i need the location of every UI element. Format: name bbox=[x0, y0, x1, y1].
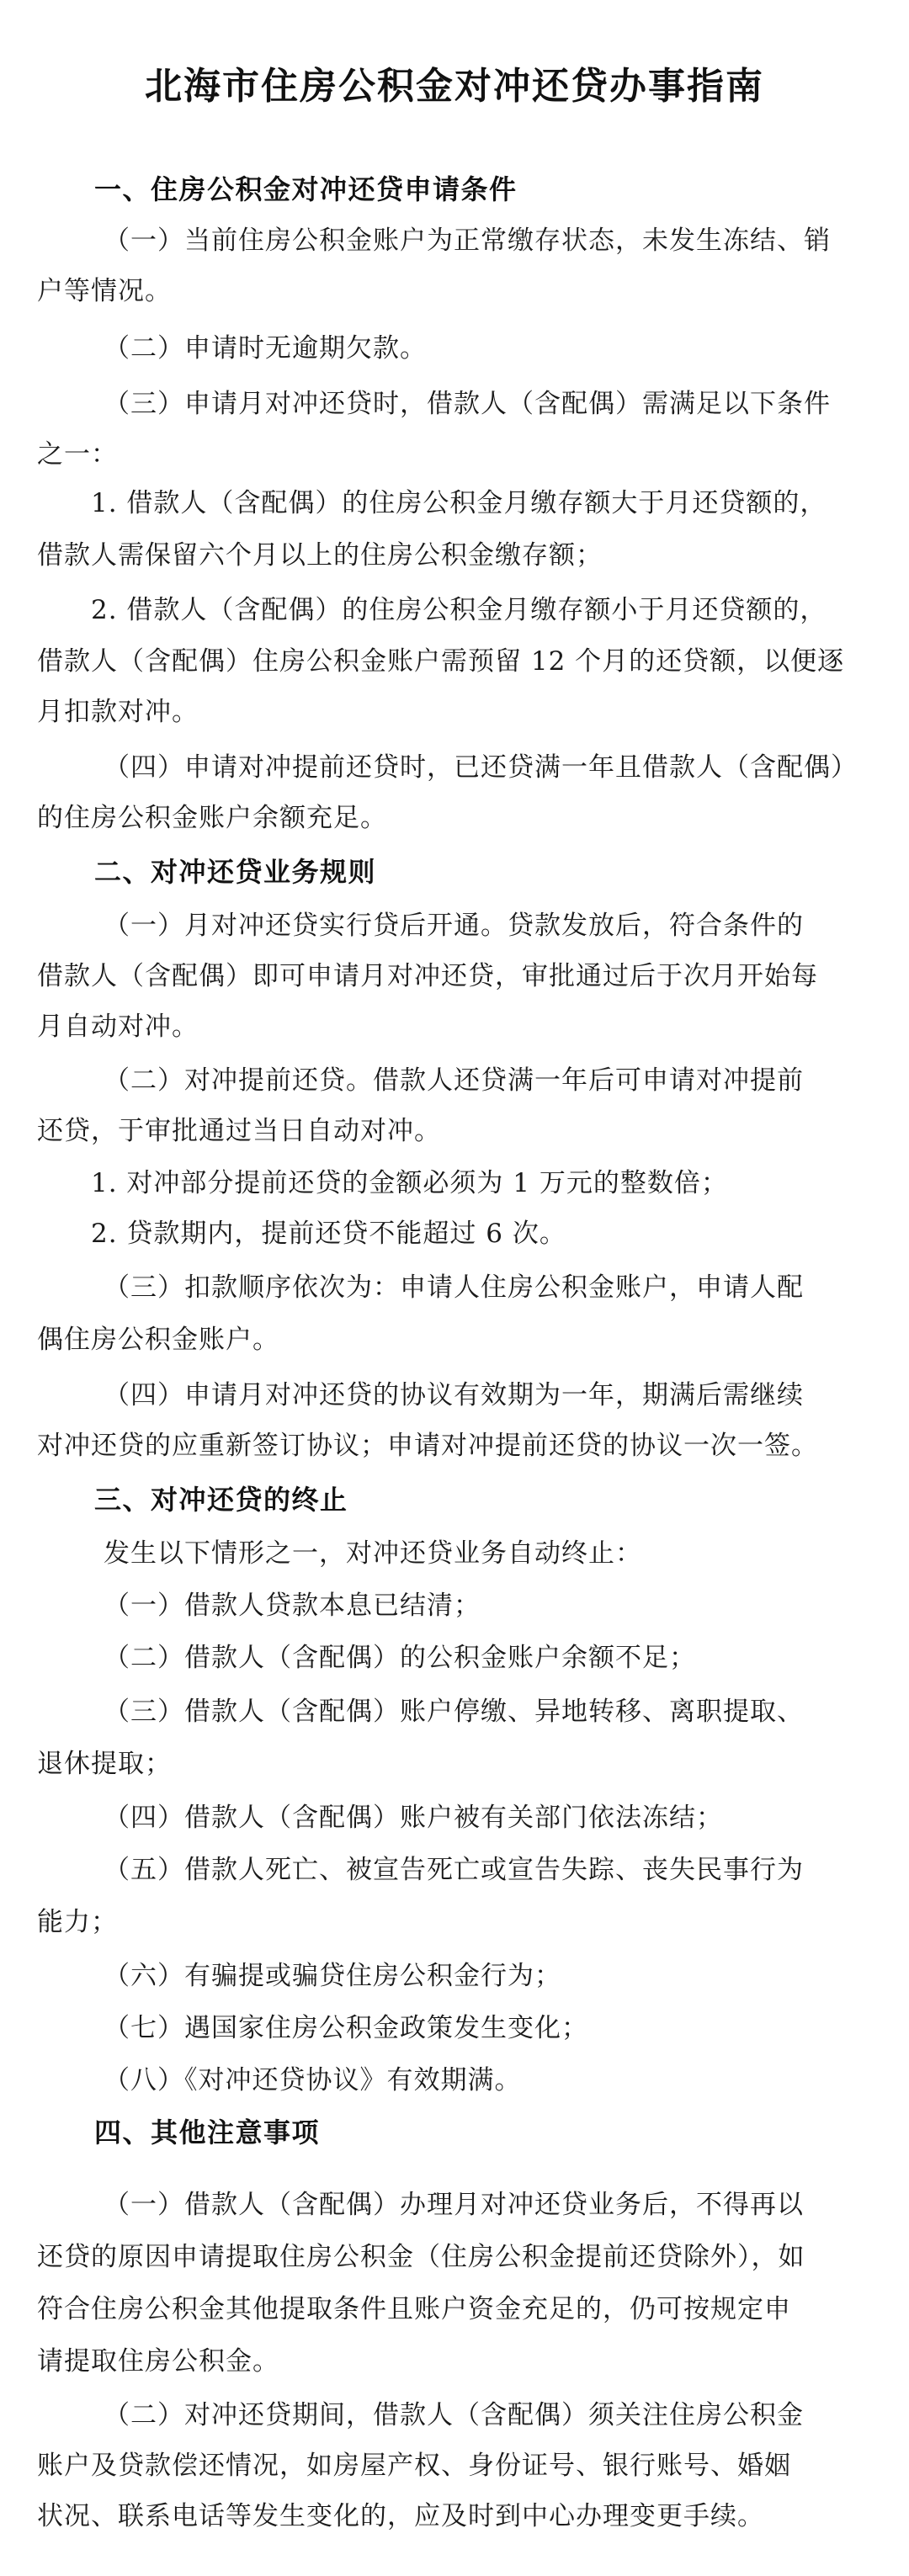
paragraph-line: 1. 对冲部分提前还贷的金额必须为 1 万元的整数倍； bbox=[91, 1168, 728, 1198]
paragraph-line: 月扣款对冲。 bbox=[37, 697, 199, 727]
paragraph-line: 还贷，于审批通过当日自动对冲。 bbox=[37, 1116, 441, 1146]
paragraph-line: 偶住房公积金账户。 bbox=[37, 1325, 279, 1355]
section-heading: 二、对冲还贷业务规则 bbox=[94, 856, 377, 888]
paragraph-line: 户等情况。 bbox=[37, 276, 172, 306]
paragraph-line: （三）借款人（含配偶）账户停缴、异地转移、离职提取、 bbox=[104, 1697, 804, 1727]
paragraph-line: （一）借款人（含配偶）办理月对冲还贷业务后，不得再以 bbox=[104, 2190, 804, 2220]
paragraph-line: 能力； bbox=[37, 1907, 118, 1937]
section-heading: 四、其他注意事项 bbox=[94, 2117, 321, 2148]
paragraph-line: （七）遇国家住房公积金政策发生变化； bbox=[104, 2013, 588, 2043]
paragraph-line: 符合住房公积金其他提取条件且账户资金充足的，仍可按规定申 bbox=[37, 2294, 791, 2324]
paragraph-line: （三）申请月对冲还贷时，借款人（含配偶）需满足以下条件 bbox=[104, 389, 831, 419]
paragraph-line: 2. 借款人（含配偶）的住房公积金月缴存额小于月还贷额的， bbox=[91, 595, 827, 625]
paragraph-line: 借款人需保留六个月以上的住房公积金缴存额； bbox=[37, 540, 603, 571]
paragraph-line: 请提取住房公积金。 bbox=[37, 2346, 279, 2377]
paragraph-line: （一）月对冲还贷实行贷后开通。贷款发放后，符合条件的 bbox=[104, 911, 804, 941]
paragraph-line: 的住房公积金账户余额充足。 bbox=[37, 803, 387, 833]
paragraph-line: 状况、联系电话等发生变化的，应及时到中心办理变更手续。 bbox=[37, 2501, 764, 2531]
paragraph-line: （二）申请时无逾期欠款。 bbox=[104, 333, 427, 364]
paragraph-line: （四）申请对冲提前还贷时，已还贷满一年且借款人（含配偶） bbox=[104, 752, 858, 783]
paragraph-line: （六）有骗提或骗贷住房公积金行为； bbox=[104, 1961, 561, 1991]
page-title: 北海市住房公积金对冲还贷办事指南 bbox=[145, 65, 764, 108]
paragraph-line: 1. 借款人（含配偶）的住房公积金月缴存额大于月还贷额的， bbox=[91, 488, 827, 518]
paragraph-line: （八）《对冲还贷协议》有效期满。 bbox=[104, 2065, 522, 2095]
paragraph-line: （一）当前住房公积金账户为正常缴存状态，未发生冻结、销 bbox=[104, 226, 831, 256]
paragraph-line: 月自动对冲。 bbox=[37, 1012, 199, 1042]
section-heading: 三、对冲还贷的终止 bbox=[94, 1484, 348, 1516]
paragraph-line: 还贷的原因申请提取住房公积金（住房公积金提前还贷除外），如 bbox=[37, 2242, 805, 2272]
paragraph-line: 之一： bbox=[37, 439, 118, 470]
paragraph-line: （二）借款人（含配偶）的公积金账户余额不足； bbox=[104, 1643, 696, 1673]
paragraph-line: 借款人（含配偶）即可申请月对冲还贷，审批通过后于次月开始每 bbox=[37, 961, 818, 991]
paragraph-line: （二）对冲提前还贷。借款人还贷满一年后可申请对冲提前 bbox=[104, 1065, 804, 1096]
paragraph-line: 对冲还贷的应重新签订协议；申请对冲提前还贷的协议一次一签。 bbox=[37, 1431, 818, 1461]
paragraph-line: 退休提取； bbox=[37, 1749, 172, 1779]
paragraph-line: 2. 贷款期内，提前还贷不能超过 6 次。 bbox=[91, 1219, 566, 1249]
paragraph-line: 账户及贷款偿还情况，如房屋产权、身份证号、银行账号、婚姻 bbox=[37, 2451, 791, 2481]
paragraph-line: （四）申请月对冲还贷的协议有效期为一年，期满后需继续 bbox=[104, 1380, 804, 1410]
paragraph-line: （二）对冲还贷期间，借款人（含配偶）须关注住房公积金 bbox=[104, 2400, 804, 2430]
section-heading: 一、住房公积金对冲还贷申请条件 bbox=[94, 173, 518, 205]
paragraph-line: 发生以下情形之一，对冲还贷业务自动终止： bbox=[104, 1538, 642, 1569]
paragraph-line: （三）扣款顺序依次为：申请人住房公积金账户，申请人配 bbox=[104, 1272, 804, 1303]
paragraph-line: （五）借款人死亡、被宣告死亡或宣告失踪、丧失民事行为 bbox=[104, 1855, 804, 1885]
paragraph-line: （一）借款人贷款本息已结清； bbox=[104, 1591, 481, 1621]
paragraph-line: 借款人（含配偶）住房公积金账户需预留 12 个月的还贷额，以便逐 bbox=[37, 646, 845, 677]
paragraph-line: （四）借款人（含配偶）账户被有关部门依法冻结； bbox=[104, 1803, 723, 1833]
